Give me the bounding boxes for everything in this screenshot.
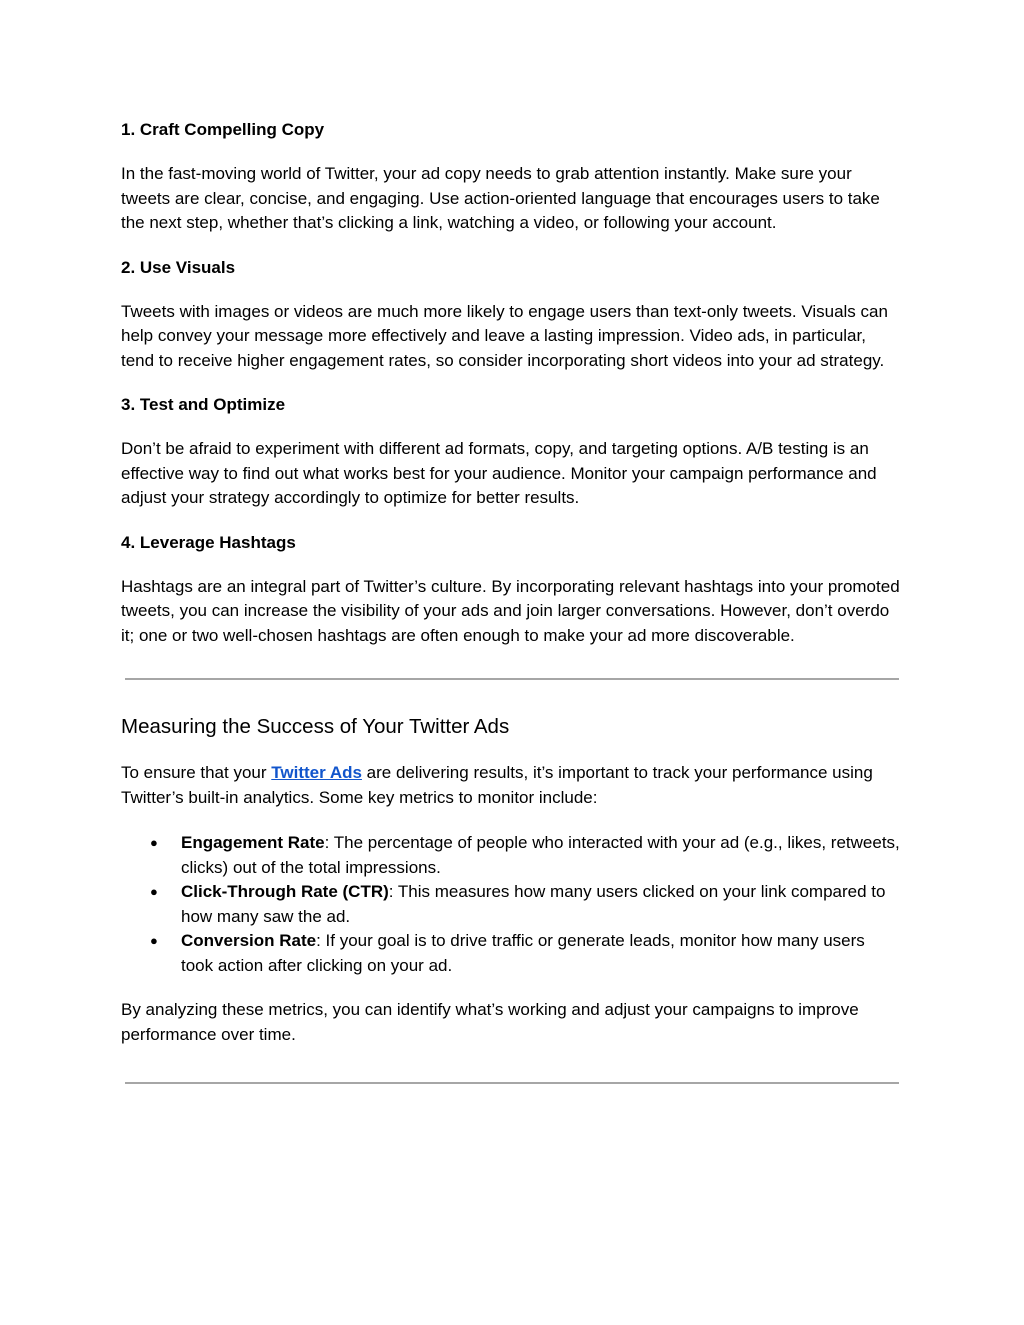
tip-heading-leverage-hashtags: 4. Leverage Hashtags (121, 532, 296, 552)
section-title: Measuring the Success of Your Twitter Ads (121, 715, 510, 738)
list-item (121, 831, 901, 880)
measuring-intro (121, 761, 901, 810)
horizontal-divider-bottom (125, 1082, 899, 1084)
tip-heading-use-visuals: 2. Use Visuals (121, 257, 236, 277)
metric-description: : The percentage of people who interacted with your ad (e.g., likes, retweets, clicks) out of the total impressions. (181, 833, 900, 877)
metrics-list (121, 831, 901, 978)
metric-term: Engagement Rate (181, 833, 325, 852)
tip-body-test-optimize: Don’t be afraid to experiment with different ad formats, copy, and targeting options. A/B testing is an effective way to find out what works best for your audience. Monitor your campaign performance and adjust your strategy accordingly to optimize for better results. (121, 439, 877, 507)
document-page (121, 118, 901, 1084)
list-item (121, 929, 901, 978)
tip-body-leverage-hashtags: Hashtags are an integral part of Twitter’s culture. By incorporating relevant hashtags into your promoted tweets, you can increase the visibility of your ads and join larger conversations. However, don’t overdo it; one or two well-chosen hashtags are often enough to make your ad more discoverable. (121, 576, 900, 645)
metric-description: : This measures how many users clicked on your link compared to how many saw the ad. (181, 882, 886, 926)
metric-term: Conversion Rate (181, 931, 317, 950)
tip-heading-craft-copy: 1. Craft Compelling Copy (121, 120, 325, 139)
tip-body-use-visuals: Tweets with images or videos are much more likely to engage users than text-only tweets. Visuals can help convey your message more effectively and leave a lasting impression. Video ads, in particular, tend to receive higher engagement rates, so consider incorporating short videos into your ad strategy. (121, 301, 888, 370)
list-item (121, 880, 901, 929)
twitter-ads-link[interactable]: Twitter Ads (271, 763, 362, 782)
bullet-icon: ● (150, 884, 158, 899)
tip-body-craft-copy: In the fast-moving world of Twitter, your ad copy needs to grab attention instantly. Make sure your tweets are clear, concise, and engaging. Use action-oriented language that encourages users to take the next step, whether that’s clicking a link, watching a video, or following your account. (121, 164, 880, 232)
metric-description: : If your goal is to drive traffic or generate leads, monitor how many users took action after clicking on your ad. (181, 931, 865, 975)
bullet-icon: ● (150, 933, 158, 948)
intro-text-before-link: To ensure that your (121, 763, 272, 782)
metric-term: Click-Through Rate (CTR) (181, 882, 389, 901)
bullet-icon: ● (150, 835, 158, 850)
measuring-closing: By analyzing these metrics, you can identify what’s working and adjust your campaigns to improve performance over time. (121, 1000, 859, 1044)
intro-text-after-link: are delivering results, it’s important to track your performance using Twitter’s built-in analytics. Some key metrics to monitor include: (121, 763, 873, 807)
tip-heading-test-optimize: 3. Test and Optimize (121, 395, 286, 414)
